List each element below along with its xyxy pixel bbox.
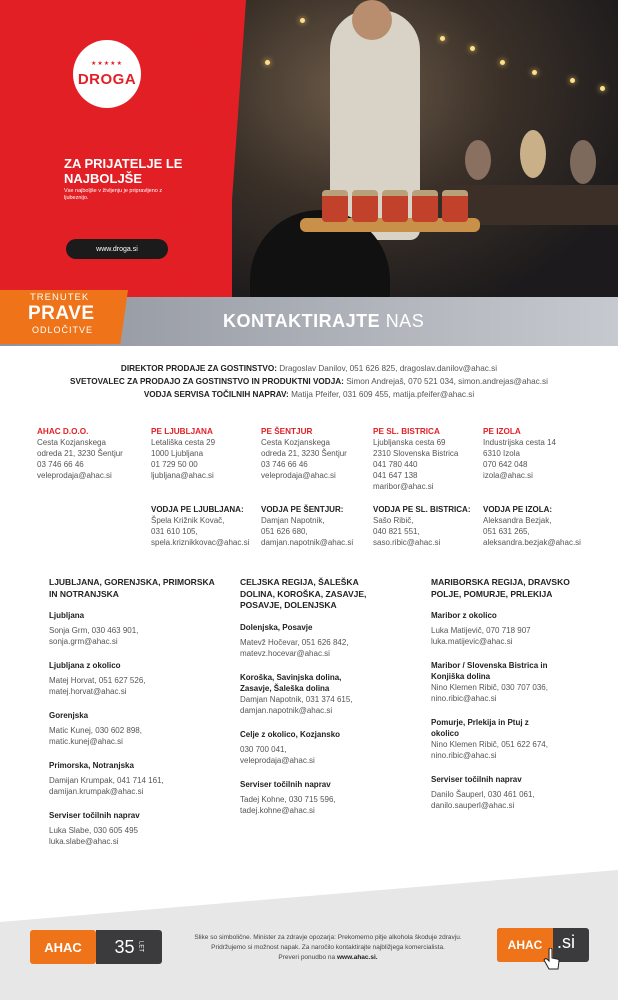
branch-line: izola@ahac.si bbox=[483, 471, 533, 480]
branch-line: odreda 21, 3230 Šentjur bbox=[37, 449, 123, 458]
string-light bbox=[265, 60, 270, 65]
lead-title: VODJA PE SL. BISTRICA: bbox=[373, 505, 471, 514]
branch-line: Cesta Kozjanskega bbox=[261, 438, 330, 447]
region-line: Matevž Hočevar, 051 626 842, bbox=[240, 637, 349, 647]
lead-izola bbox=[483, 504, 581, 548]
branch-line: veleprodaja@ahac.si bbox=[37, 471, 112, 480]
jar bbox=[352, 190, 378, 222]
jar bbox=[442, 190, 468, 222]
region-area: Koroška, Savinjska dolina, Zasavje, Šaleška dolina bbox=[240, 672, 342, 693]
region-contact bbox=[240, 729, 390, 766]
jar bbox=[412, 190, 438, 222]
ahac-logo: AHAC bbox=[30, 930, 96, 964]
region-title: LJUBLJANA, GORENJSKA, PRIMORSKA IN NOTRANJSKA bbox=[49, 577, 215, 599]
region-line: Luka Slabe, 030 605 495 bbox=[49, 826, 138, 835]
region-contact bbox=[49, 760, 219, 797]
chef-head bbox=[352, 0, 392, 40]
region-title: MARIBORSKA REGIJA, DRAVSKO POLJE, POMURJE, PRLEKIJA bbox=[431, 577, 570, 599]
lead-line: 040 821 551, bbox=[373, 527, 420, 536]
branch-line: 041 780 440 bbox=[373, 460, 418, 469]
branch-name: PE SL. BISTRICA bbox=[373, 427, 440, 436]
region-area: Serviser točilnih naprav bbox=[49, 811, 140, 820]
region-area: Maribor z okolico bbox=[431, 611, 497, 620]
director-role: SVETOVALEC ZA PRODAJO ZA GOSTINSTVO IN PRODUKTNI VODJA: bbox=[70, 377, 344, 386]
droga-website-button[interactable]: www.droga.si bbox=[66, 239, 168, 259]
hero-tagline-sub: Vse najboljše v življenju je pripravljeno z ljubeznijo. bbox=[64, 188, 163, 201]
contact-title-bold: KONTAKTIRAJTE bbox=[223, 311, 381, 331]
string-light bbox=[470, 46, 475, 51]
branch-line: 1000 Ljubljana bbox=[151, 449, 204, 458]
jar bbox=[382, 190, 408, 222]
jar bbox=[322, 190, 348, 222]
region-line: danilo.sauperl@ahac.si bbox=[431, 801, 515, 810]
branch-line: 03 746 66 46 bbox=[37, 460, 84, 469]
branch-sentjur bbox=[261, 426, 347, 481]
branch-line: 2310 Slovenska Bistrica bbox=[373, 449, 459, 458]
branch-line: 070 642 048 bbox=[483, 460, 528, 469]
region-area: Primorska, Notranjska bbox=[49, 761, 134, 770]
guest bbox=[520, 130, 546, 178]
director-row bbox=[0, 388, 618, 401]
region-contact bbox=[431, 610, 581, 647]
region-line: veleprodaja@ahac.si bbox=[240, 755, 315, 765]
lead-line: spela.kriznikkovac@ahac.si bbox=[151, 538, 250, 547]
branch-line: Industrijska cesta 14 bbox=[483, 438, 556, 447]
anniversary-number: 35 bbox=[114, 936, 135, 957]
region-line: Damijan Krumpak, 041 714 161, bbox=[49, 776, 164, 785]
string-light bbox=[600, 86, 605, 91]
lead-line: Aleksandra Bezjak, bbox=[483, 516, 552, 525]
region-line: Luka Matijevič, 070 718 907 bbox=[431, 626, 531, 635]
region-line: Tadej Kohne, 030 715 596, bbox=[240, 794, 336, 804]
directors-block bbox=[0, 362, 618, 401]
disclaimer-line bbox=[180, 953, 476, 963]
branch-izola bbox=[483, 426, 556, 481]
string-light bbox=[500, 60, 505, 65]
branch-ljubljana bbox=[151, 426, 215, 481]
region-line: Nino Klemen Ribič, 051 622 674, bbox=[431, 740, 548, 749]
lead-title: VODJA PE ŠENTJUR: bbox=[261, 505, 344, 514]
region-contact bbox=[431, 717, 581, 761]
region-area: Gorenjska bbox=[49, 711, 89, 720]
director-role: VODJA SERVISA TOČILNIH NAPRAV: bbox=[143, 390, 289, 399]
branch-name: AHAC D.O.O. bbox=[37, 427, 89, 436]
region-area: Maribor / Slovenska Bistrica in Konjiška dolina bbox=[431, 661, 548, 681]
branch-ahac bbox=[37, 426, 123, 481]
lead-sentjur bbox=[261, 504, 353, 548]
logo-stars: ★★★★★ bbox=[91, 61, 123, 67]
region-line: 030 700 041, bbox=[240, 744, 287, 754]
region-line: Matic Kunej, 030 602 898, bbox=[49, 726, 142, 735]
region-contact bbox=[240, 779, 390, 816]
contact-title-light: NAS bbox=[385, 311, 425, 331]
region-contact bbox=[240, 622, 390, 659]
lead-line: saso.ribic@ahac.si bbox=[373, 538, 441, 547]
lead-line: Sašo Ribič, bbox=[373, 516, 414, 525]
region-area: Serviser točilnih naprav bbox=[240, 779, 331, 789]
region-maribor bbox=[431, 577, 581, 824]
branch-name: PE ŠENTJUR bbox=[261, 427, 313, 436]
region-contact bbox=[240, 672, 390, 716]
branch-line: Letališka cesta 29 bbox=[151, 438, 216, 447]
region-contact bbox=[49, 610, 219, 647]
disclaimer bbox=[180, 933, 476, 963]
anniversary-badge bbox=[96, 930, 162, 964]
slogan-line1: TRENUTEK bbox=[30, 292, 90, 303]
lead-line: damjan.napotnik@ahac.si bbox=[261, 538, 354, 547]
region-contact bbox=[431, 660, 581, 704]
hand-cursor-icon bbox=[543, 948, 561, 972]
lead-line: 031 610 105, bbox=[151, 527, 198, 536]
region-line: sonja.grm@ahac.si bbox=[49, 637, 118, 646]
lead-title: VODJA PE IZOLA: bbox=[483, 505, 553, 514]
region-line: Nino Klemen Ribič, 030 707 036, bbox=[431, 683, 548, 692]
region-area: Ljubljana z okolico bbox=[49, 661, 121, 670]
lead-ljubljana bbox=[151, 504, 249, 548]
region-contact bbox=[431, 774, 581, 811]
region-area: Dolenjska, Posavje bbox=[240, 622, 313, 632]
region-line: Matej Horvat, 051 627 526, bbox=[49, 676, 146, 685]
region-area: Celje z okolico, Kozjansko bbox=[240, 729, 341, 739]
region-contact bbox=[49, 660, 219, 697]
director-row bbox=[0, 375, 618, 388]
ahac-si-suffix: .si bbox=[557, 932, 575, 952]
disclaimer-prefix: Preveri ponudbo na bbox=[278, 954, 336, 961]
lead-line: Špela Križnik Kovač, bbox=[151, 516, 225, 525]
region-line: damjan.napotnik@ahac.si bbox=[240, 705, 333, 715]
branch-name: PE IZOLA bbox=[483, 427, 521, 436]
region-title: CELJSKA REGIJA, ŠALEŠKA DOLINA, KOROŠKA, ZASAVJE, POSAVJE, DOLENJSKA bbox=[240, 577, 367, 610]
branch-line: ljubljana@ahac.si bbox=[151, 471, 214, 480]
lead-slbistrica bbox=[373, 504, 471, 548]
branch-line: 6310 Izola bbox=[483, 449, 520, 458]
string-light bbox=[532, 70, 537, 75]
branch-name: PE LJUBLJANA bbox=[151, 427, 213, 436]
lead-line: 051 626 680, bbox=[261, 527, 308, 536]
branch-line: Cesta Kozjanskega bbox=[37, 438, 106, 447]
region-line: luka.matijevic@ahac.si bbox=[431, 637, 513, 646]
director-role: DIREKTOR PRODAJE ZA GOSTINSTVO: bbox=[120, 364, 277, 373]
ahac-si-logo-text: AHAC bbox=[497, 928, 553, 962]
branch-line: 03 746 66 46 bbox=[261, 460, 308, 469]
guest bbox=[465, 140, 491, 180]
region-line: Danilo Šauperl, 030 461 061, bbox=[431, 790, 535, 799]
lead-line: 051 631 265, bbox=[483, 527, 530, 536]
string-light bbox=[300, 18, 305, 23]
region-area: Ljubljana bbox=[49, 611, 85, 620]
region-celje bbox=[240, 577, 390, 829]
branch-line: veleprodaja@ahac.si bbox=[261, 471, 336, 480]
branch-line: 041 647 138 bbox=[373, 471, 418, 480]
logo-text: DROGA bbox=[77, 70, 137, 88]
lead-title: VODJA PE LJUBLJANA: bbox=[151, 505, 244, 514]
region-area: Pomurje, Prlekija in Ptuj z okolico bbox=[431, 718, 529, 738]
region-line: Damjan Napotnik, 031 374 615, bbox=[240, 694, 353, 704]
region-line: Sonja Grm, 030 463 901, bbox=[49, 626, 139, 635]
string-light bbox=[440, 36, 445, 41]
ahac-website-link[interactable]: www.ahac.si. bbox=[336, 954, 378, 961]
region-line: matej.horvat@ahac.si bbox=[49, 687, 127, 696]
region-line: nino.ribic@ahac.si bbox=[431, 694, 497, 703]
region-line: damijan.krumpak@ahac.si bbox=[49, 787, 144, 796]
region-contact bbox=[49, 710, 219, 747]
slogan-line3: ODLOČITVE bbox=[32, 325, 94, 335]
region-line: nino.ribic@ahac.si bbox=[431, 751, 497, 760]
disclaimer-line: Slike so simbolične. Minister za zdravje opozarja: Prekomerno pitje alkohola škoduje zdravju. bbox=[194, 934, 462, 941]
director-contact: Simon Andrejaš, 070 521 034, simon.andrejas@ahac.si bbox=[346, 377, 548, 386]
branch-line: Ljubljanska cesta 69 bbox=[373, 438, 446, 447]
droga-logo bbox=[73, 40, 141, 108]
region-line: matevz.hocevar@ahac.si bbox=[240, 648, 330, 658]
anniversary-unit: LET bbox=[137, 941, 144, 953]
branch-slbistrica bbox=[373, 426, 458, 492]
region-area: Serviser točilnih naprav bbox=[431, 775, 522, 784]
branch-line: 01 729 50 00 bbox=[151, 460, 198, 469]
director-row bbox=[0, 362, 618, 375]
branch-line: maribor@ahac.si bbox=[373, 482, 434, 491]
guest bbox=[570, 140, 596, 184]
director-contact: Dragoslav Danilov, 051 626 825, dragoslav.danilov@ahac.si bbox=[279, 364, 498, 373]
region-line: matic.kunej@ahac.si bbox=[49, 737, 123, 746]
region-line: tadej.kohne@ahac.si bbox=[240, 805, 315, 815]
string-light bbox=[570, 78, 575, 83]
region-line: luka.slabe@ahac.si bbox=[49, 837, 119, 846]
lead-line: aleksandra.bezjak@ahac.si bbox=[483, 538, 581, 547]
slogan-line2: PRAVE bbox=[28, 303, 95, 324]
region-ljubljana bbox=[49, 577, 219, 860]
contact-title bbox=[223, 311, 424, 332]
disclaimer-line: Pridržujemo si možnost napak. Za naročilo kontaktirajte najbližjega komercialista. bbox=[211, 944, 445, 951]
region-contact bbox=[49, 810, 219, 847]
hero-tagline: ZA PRIJATELJE LE NAJBOLJŠE bbox=[64, 156, 183, 186]
director-contact: Matija Pfeifer, 031 609 455, matija.pfeifer@ahac.si bbox=[291, 390, 475, 399]
lead-line: Damjan Napotnik, bbox=[261, 516, 325, 525]
branch-line: odreda 21, 3230 Šentjur bbox=[261, 449, 347, 458]
